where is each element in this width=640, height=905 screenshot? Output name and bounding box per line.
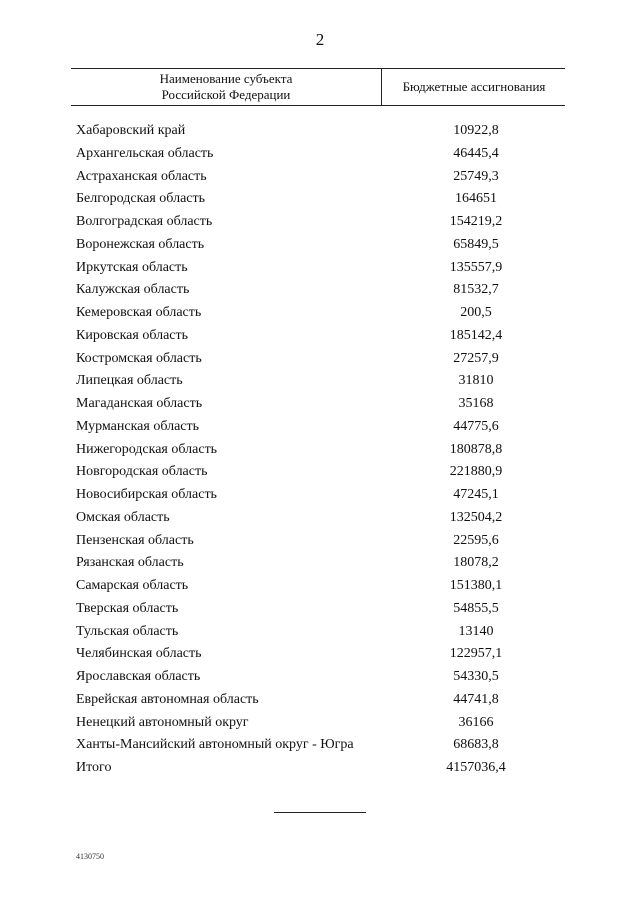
region-name: Белгородская область bbox=[76, 191, 206, 207]
region-name: Нижегородская область bbox=[76, 441, 218, 457]
table-row bbox=[0, 712, 640, 735]
table-row bbox=[0, 393, 640, 416]
table-row bbox=[0, 530, 640, 553]
region-name: Челябинская область bbox=[76, 646, 202, 662]
budget-value: 10922,8 bbox=[453, 123, 499, 138]
budget-value: 44741,8 bbox=[453, 691, 499, 707]
table-row bbox=[0, 439, 640, 462]
budget-value: 25749,3 bbox=[453, 168, 499, 184]
region-name: Иркутская область bbox=[76, 259, 188, 275]
table-row bbox=[0, 461, 640, 484]
region-name: Самарская область bbox=[76, 578, 189, 593]
table-row bbox=[0, 484, 640, 507]
table-row bbox=[0, 734, 640, 757]
region-name: Липецкая область bbox=[76, 373, 183, 389]
region-name: Кировская область bbox=[76, 327, 189, 343]
region-name: Калужская область bbox=[76, 282, 190, 298]
budget-value: 154219,2 bbox=[449, 214, 503, 229]
table-row bbox=[0, 257, 640, 280]
budget-value: 200,5 bbox=[460, 305, 492, 320]
region-name: Воронежская область bbox=[76, 236, 205, 252]
budget-value: 36166 bbox=[458, 714, 494, 730]
region-name: Мурманская область bbox=[76, 418, 200, 434]
table-row bbox=[0, 348, 640, 371]
header-subject-name bbox=[71, 69, 382, 105]
header-subject-name-line1: Наименование субъекта bbox=[159, 71, 293, 86]
budget-value: 47245,1 bbox=[453, 487, 499, 502]
budget-value: 13140 bbox=[458, 623, 494, 639]
region-name: Волгоградская область bbox=[76, 214, 213, 229]
region-name: Тульская область bbox=[76, 623, 179, 639]
table-row bbox=[0, 325, 640, 348]
region-name: Архангельская область bbox=[76, 145, 214, 161]
table-row bbox=[0, 188, 640, 211]
budget-value: 4157036,4 bbox=[446, 760, 506, 775]
region-name: Костромская область bbox=[76, 350, 202, 366]
table-row bbox=[0, 211, 640, 234]
header-budget-allocations: Бюджетные ассигнования bbox=[402, 79, 546, 94]
table-row bbox=[0, 302, 640, 325]
table-row bbox=[0, 507, 640, 530]
region-name: Хабаровский край bbox=[76, 123, 186, 138]
region-name: Ханты-Мансийский автономный округ - Югра bbox=[76, 737, 354, 753]
region-name: Пензенская область bbox=[76, 532, 194, 548]
table-row bbox=[0, 166, 640, 189]
budget-value: 151380,1 bbox=[449, 578, 503, 593]
budget-value: 81532,7 bbox=[453, 282, 499, 298]
table-row bbox=[0, 370, 640, 393]
footer-divider bbox=[274, 812, 366, 813]
budget-value: 164651 bbox=[455, 191, 497, 207]
table-row bbox=[0, 757, 640, 780]
budget-value: 44775,6 bbox=[453, 418, 499, 434]
budget-value: 221880,9 bbox=[449, 464, 503, 480]
region-name: Еврейская автономная область bbox=[76, 691, 259, 707]
budget-value: 135557,9 bbox=[449, 259, 503, 275]
region-name: Астраханская область bbox=[76, 168, 207, 184]
region-name: Ярославская область bbox=[76, 669, 201, 684]
table-row bbox=[0, 666, 640, 689]
table-row bbox=[0, 143, 640, 166]
table-row bbox=[0, 120, 640, 143]
budget-value: 31810 bbox=[458, 373, 494, 389]
budget-value: 132504,2 bbox=[449, 509, 503, 525]
budget-value: 68683,8 bbox=[453, 737, 499, 753]
region-name: Кемеровская область bbox=[76, 305, 202, 320]
budget-value: 122957,1 bbox=[449, 646, 503, 662]
table-row bbox=[0, 575, 640, 598]
document-code: 4130750 bbox=[76, 852, 104, 861]
table-row bbox=[0, 621, 640, 644]
table-row bbox=[0, 279, 640, 302]
table-row bbox=[0, 552, 640, 575]
table-row bbox=[0, 643, 640, 666]
page-number: 2 bbox=[315, 30, 325, 49]
region-name: Новгородская область bbox=[76, 464, 208, 480]
region-name: Магаданская область bbox=[76, 396, 203, 411]
region-name: Итого bbox=[76, 760, 112, 775]
budget-value: 18078,2 bbox=[453, 555, 499, 571]
table-row bbox=[0, 234, 640, 257]
budget-value: 185142,4 bbox=[449, 327, 503, 343]
table-row bbox=[0, 598, 640, 621]
table-body bbox=[0, 120, 640, 780]
budget-value: 46445,4 bbox=[453, 145, 499, 161]
budget-value: 22595,6 bbox=[453, 532, 499, 548]
table-row bbox=[0, 689, 640, 712]
table-header bbox=[71, 68, 565, 106]
region-name: Омская область bbox=[76, 509, 170, 525]
header-subject-name-line2: Российской Федерации bbox=[161, 87, 291, 102]
region-name: Новосибирская область bbox=[76, 487, 217, 502]
region-name: Рязанская область bbox=[76, 555, 184, 571]
region-name: Тверская область bbox=[76, 600, 179, 616]
budget-value: 35168 bbox=[458, 396, 494, 411]
budget-value: 65849,5 bbox=[453, 236, 499, 252]
budget-value: 54855,5 bbox=[453, 600, 499, 616]
table-row bbox=[0, 416, 640, 439]
region-name: Ненецкий автономный округ bbox=[76, 714, 249, 730]
budget-value: 27257,9 bbox=[453, 350, 499, 366]
budget-value: 180878,8 bbox=[449, 441, 503, 457]
budget-value: 54330,5 bbox=[453, 669, 499, 684]
